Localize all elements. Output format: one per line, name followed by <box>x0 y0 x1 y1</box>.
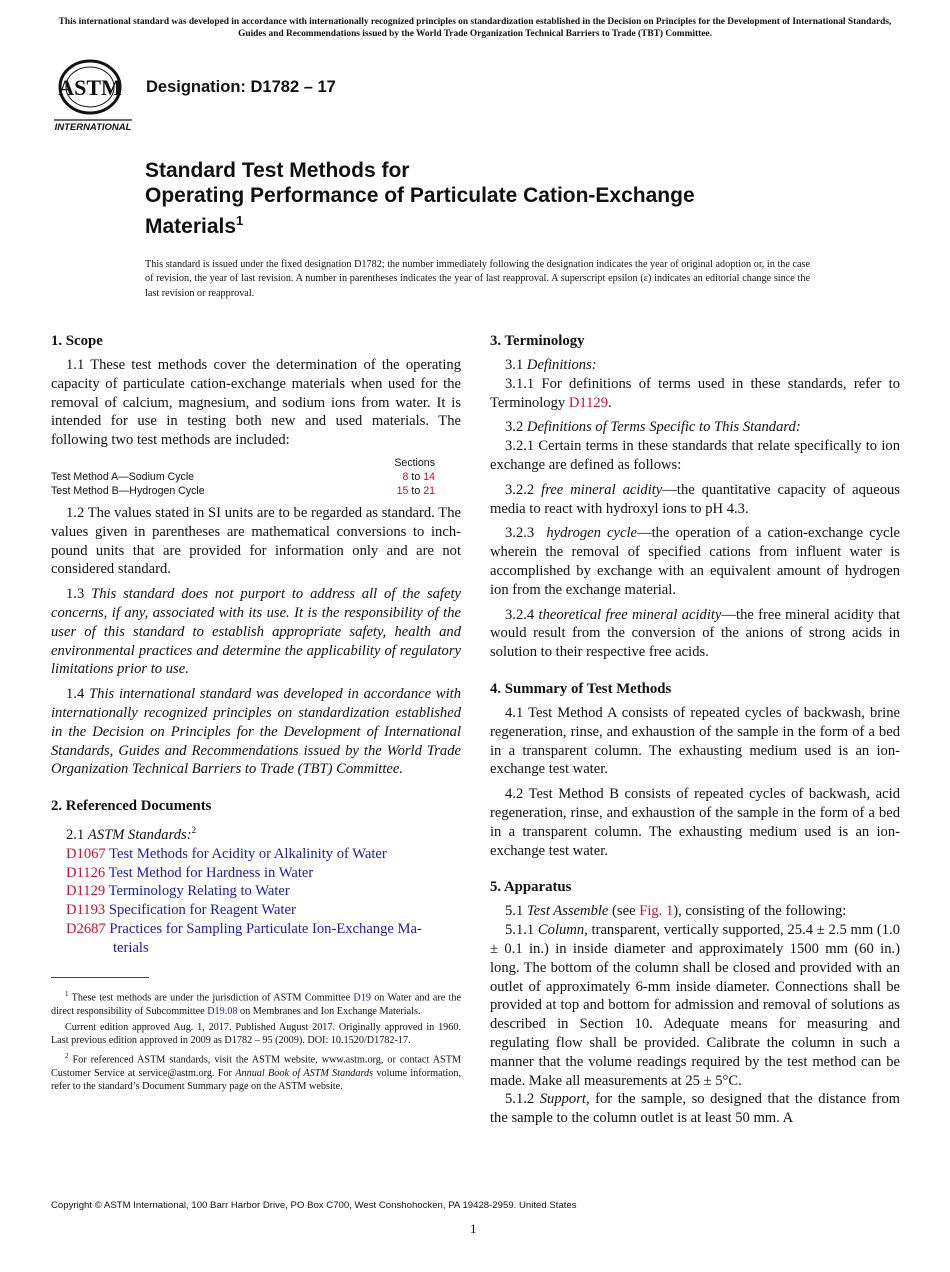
paragraph-number: 3.2.4 <box>505 606 535 623</box>
left-column <box>51 332 461 958</box>
footnote-mark: 2 <box>191 825 197 836</box>
paragraph-5-1-1 <box>490 921 900 1090</box>
footnote-2 <box>51 1050 461 1094</box>
document-title <box>145 158 865 239</box>
paragraph-number: 5.1.2 <box>505 1091 535 1108</box>
issue-note: This standard is issued under the fixed designation D1782; the number immediately following the designation indicates the year of original adoption or, in the case of revision, the year of last revision. A number in parentheses indicates the year of last reapproval. A superscript epsilon (ε) indicates an editorial change since the last revision or reapproval. <box>145 259 810 299</box>
method-row <box>51 470 461 484</box>
section-heading-referenced-documents: 2. Referenced Documents <box>51 798 212 815</box>
top-notice: This international standard was developed in accordance with internationally recognized principles on standardization established in the Decision on Principles for the Development of International Standards, Guides and Recommendations issued by the World Trade Organization Technical Barriers to Trade (TBT) Committee. <box>58 17 892 39</box>
sections-table <box>51 456 461 498</box>
paragraph-text: for the sample, so designed that the distance from the sample to the column outlet is at least 50 mm. A <box>490 1091 900 1127</box>
defined-term: Test Assemble <box>526 903 609 920</box>
section-link[interactable]: 8 <box>402 470 409 483</box>
paragraph-text: This international standard was developed in accordance with internationally recognized principles on standardization established in the Decision on Principles for the Development of International Standards, Guides and Recommendations issued by the World Trade Organization Technical Barriers to Trade (TBT) Committee. <box>51 686 462 778</box>
footnote-mark: 2 <box>65 1051 69 1060</box>
paragraph-number: 3.2.2 <box>505 481 535 498</box>
sections-header: Sections <box>394 456 435 469</box>
to-word: to <box>411 484 421 497</box>
section-heading-summary: 4. Summary of Test Methods <box>490 680 672 697</box>
paragraph-3-2-4 <box>490 606 900 662</box>
paragraph-1-3 <box>51 585 461 679</box>
reference-title-link[interactable]: Specification for Reagent Water <box>108 902 296 919</box>
paragraph-number: 1.4 <box>66 686 85 703</box>
paragraph-text: —the free mineral acidity that would result from the conversion of the anions of strong acids in solution to their respective free acids. <box>490 606 900 661</box>
reference-title-link[interactable]: Test Method for Hardness in Water <box>108 864 314 881</box>
paragraph-number: 1.3 <box>66 586 85 603</box>
defined-term: hydrogen cycle <box>546 525 637 542</box>
section-link[interactable]: 15 <box>396 484 409 497</box>
section-heading-scope: 1. Scope <box>51 333 103 349</box>
list-item <box>66 920 461 958</box>
method-row <box>51 484 461 498</box>
paragraph-3-1 <box>490 356 900 375</box>
defined-term: free mineral acidity <box>541 481 663 498</box>
paragraph-text: —the operation of a cation-exchange cycle wherein the removal of specified cations from influent water is accomplished by exchange with an equivalent amount of hydrogen ion from the exchange material. <box>490 525 900 598</box>
paragraph-3-2-1: 3.2.1 Certain terms in these standards that relate specifically to ion exchange are defined as follows: <box>490 438 900 473</box>
paragraph-number: 2.1 <box>66 827 85 843</box>
reference-title-link[interactable]: Terminology Relating to Water <box>108 883 290 900</box>
paragraph-3-1-1 <box>490 375 900 413</box>
reference-code-link[interactable]: D1067 <box>66 845 106 862</box>
astm-international-logo-icon <box>50 57 136 133</box>
reference-code-link[interactable]: D1129 <box>66 883 106 900</box>
paragraph-text: Definitions: <box>526 357 597 373</box>
list-item <box>66 864 461 883</box>
footnote-text: These test methods are under the jurisdiction of ASTM Committee <box>71 992 354 1004</box>
footnote-1-edition: Current edition approved Aug. 1, 2017. Published August 2017. Originally approved in 1960. Last previous edition approved in 2009 as D1782 – 95 (2009). DOI: 10.1520/D1782-17. <box>51 1021 461 1047</box>
paragraph-1-1: 1.1 These test methods cover the determination of the operating capacity of particulate cation-exchange materials when used for the removal of calcium, magnesium, and sodium ions from water. It is intended for use in testing both new and used materials. The following two test methods are included: <box>51 357 461 449</box>
paragraph-number: 3.2.3 <box>505 525 535 542</box>
section-link[interactable]: 21 <box>423 484 435 497</box>
footnote-text: on Water and are the direct responsibility of Subcommittee <box>51 992 461 1017</box>
list-item <box>66 845 461 864</box>
paragraph-text: . <box>608 394 612 411</box>
terminology-link[interactable]: D1129 <box>568 394 609 411</box>
page-number: 1 <box>470 1221 477 1236</box>
copyright-notice: Copyright © ASTM International, 100 Barr Harbor Drive, PO Box C700, West Conshohocken, PA 19428-2959. United States <box>51 1200 577 1211</box>
reference-title-link[interactable]: Test Methods for Acidity or Alkalinity of Water <box>109 845 387 862</box>
section-heading-terminology: 3. Terminology <box>490 333 585 349</box>
svg-text:ASTM: ASTM <box>58 75 122 100</box>
reference-title-continuation[interactable]: terials <box>113 939 149 956</box>
method-name: Test Method A—Sodium Cycle <box>51 470 195 483</box>
title-line-3: Materials <box>145 215 237 238</box>
defined-term: Support, <box>539 1091 590 1108</box>
paragraph-3-2-3 <box>490 524 900 599</box>
paragraph-number: 5.1 <box>505 903 524 920</box>
list-item <box>66 901 461 920</box>
list-item <box>66 882 461 901</box>
paragraph-text: This standard does not purport to address all of the safety concerns, if any, associated with its use. It is the responsibility of the user of this standard to establish appropriate safety, health and environmental practices and determine the applicability of regulatory limitations prior to use. <box>51 586 461 678</box>
paragraph-text: (see <box>608 903 640 920</box>
paragraph-1-2: 1.2 The values stated in SI units are to be regarded as standard. The values given in parentheses are mathematical conversions to inch-pound units that are provided for information only and are not considered standard. <box>51 504 461 578</box>
designation: Designation: D1782 – 17 <box>146 78 336 96</box>
paragraph-text: transparent, vertically supported, 25.4 ± 2.5 mm (1.0 ± 0.1 in.) in inside diameter and approximately 1500 mm (60 in.) long. The bottom of the column shall be closed and provided with an outlet of approximately 6-mm inside diameter. Connections shall be provided at top and bottom for admission and removal of solutions as described in Section 10. Adequate means for measuring and regulating flow shall be provided. Calibrate the column in such a manner that the volume readings required by the test method can be made. Make all measurements at 25 ± 5°C. <box>490 922 900 1089</box>
defined-term: Column, <box>537 922 588 939</box>
footnote-text: on Membranes and Ion Exchange Materials. <box>237 1005 421 1017</box>
method-name: Test Method B—Hydrogen Cycle <box>51 484 205 497</box>
referenced-documents-list <box>66 845 461 958</box>
paragraph-number: 5.1.1 <box>505 922 535 939</box>
paragraph-text: —the quantitative capacity of aqueous media to react with hydroxyl ions to pH 4.3. <box>490 481 900 517</box>
reference-code-link[interactable]: D1193 <box>66 902 106 919</box>
paragraph-number: 3.2 <box>505 419 524 436</box>
paragraph-4-2: 4.2 Test Method B consists of repeated cycles of backwash, acid regeneration, rinse, and exhaustion of the sample in the form of a bed in a transparent column. The exhausting medium used is an ion-exchange test water. <box>490 786 900 859</box>
footnote-text: volume information, refer to the standard’s Document Summary page on the ASTM website. <box>51 1067 461 1093</box>
paragraph-3-2-2 <box>490 481 900 519</box>
paragraph-text: ), consisting of the following: <box>673 903 847 920</box>
title-footnote-mark: 1 <box>236 213 244 228</box>
reference-title-link[interactable]: Practices for Sampling Particulate Ion-Exchange Ma- <box>109 920 422 937</box>
paragraph-text: ASTM Standards: <box>87 827 192 843</box>
footnote-text-italic: Annual Book of ASTM Standards <box>235 1067 374 1079</box>
title-line-1: Standard Test Methods for <box>145 159 410 182</box>
logo-text: INTERNATIONAL <box>54 122 132 133</box>
right-column <box>490 332 900 1134</box>
section-heading-apparatus: 5. Apparatus <box>490 879 572 896</box>
footnote-1 <box>51 988 461 1019</box>
footnotes <box>51 988 461 1096</box>
reference-code-link[interactable]: D2687 <box>66 920 106 937</box>
reference-code-link[interactable]: D1126 <box>66 864 106 881</box>
section-link[interactable]: 14 <box>423 470 435 483</box>
paragraph-text: Definitions of Terms Specific to This Standard: <box>526 419 801 436</box>
paragraph-5-1-2 <box>490 1090 900 1128</box>
title-line-2: Operating Performance of Particulate Cation-Exchange <box>145 184 695 207</box>
paragraph-2-1 <box>51 821 461 845</box>
paragraph-3-2 <box>490 418 900 437</box>
paragraph-1-4 <box>51 685 461 779</box>
subcommittee-link[interactable]: D19.08 <box>207 1005 238 1017</box>
committee-link[interactable]: D19 <box>353 992 371 1004</box>
paragraph-text: 3.1.1 For definitions of terms used in these standards, refer to Terminology <box>490 375 900 411</box>
paragraph-number: 3.1 <box>505 357 524 373</box>
defined-term: theoretical free mineral acidity <box>538 606 722 623</box>
paragraph-4-1: 4.1 Test Method A consists of repeated cycles of backwash, brine regeneration, rinse, and exhaustion of the sample in the form of a bed in a transparent column. The exhausting medium used is an ion-exchange test water. <box>490 704 900 778</box>
to-word: to <box>411 470 421 483</box>
figure-link[interactable]: Fig. 1 <box>639 903 674 920</box>
paragraph-5-1 <box>490 902 900 921</box>
footnote-text: For referenced ASTM standards, visit the ASTM website, www.astm.org, or contact ASTM Customer Service at service@astm.org. For <box>51 1054 462 1079</box>
footnote-divider <box>51 977 149 978</box>
footnote-mark: 1 <box>65 990 69 998</box>
